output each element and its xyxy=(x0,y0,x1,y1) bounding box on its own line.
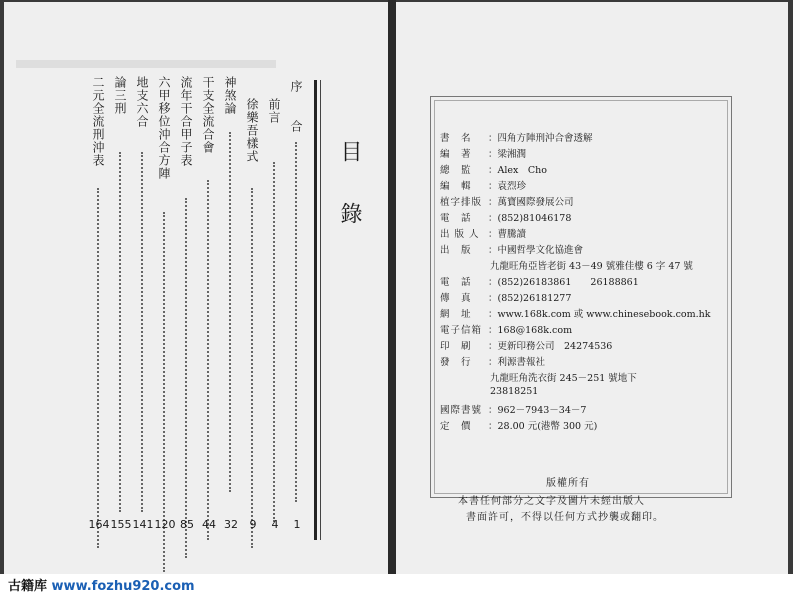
copyright-row: 出 版 人 ：曹騰讀 xyxy=(440,229,527,240)
toc-page-number: 44 xyxy=(202,518,216,531)
leader-dots xyxy=(251,188,253,548)
toc-page-number: 4 xyxy=(271,518,279,531)
copyright-row: 植字排版 ：萬寶國際發展公司 xyxy=(440,197,574,208)
copyright-row: 國際書號 ：962－7943－34－7 xyxy=(440,405,587,416)
toc-entry: 合 xyxy=(289,120,303,133)
watermark-site: 古籍库 xyxy=(8,579,48,594)
toc-page-number: 1 xyxy=(293,518,301,531)
toc-entry[interactable]: 論三刑 xyxy=(113,76,127,115)
leader-dots xyxy=(229,132,231,492)
leader-dots xyxy=(119,152,121,512)
copyright-row: 發 行 ：利源書報社 xyxy=(440,357,546,368)
book-gutter xyxy=(388,0,396,599)
copyright-row: 定 價 ：28.00 元(港幣 300 元) xyxy=(440,421,598,432)
rights-notice: 本書任何部分之文字及圖片未經出版人 xyxy=(458,496,645,507)
toc-entry[interactable]: 徐樂吾樣式 xyxy=(245,98,259,163)
copyright-row: 傳 真 ：(852)26181277 xyxy=(440,293,572,304)
toc-entry: 序 xyxy=(289,80,303,93)
toc-page-number: 141 xyxy=(132,518,154,531)
copyright-row: 印 刷 ：更新印務公司 24274536 xyxy=(440,341,613,352)
watermark-url[interactable]: www.fozhu920.com xyxy=(51,579,195,594)
copyright-page xyxy=(396,2,788,574)
toc-title: 目錄 xyxy=(337,140,362,264)
copyright-row: 總 監 ：Alex Cho xyxy=(440,165,547,176)
leader-dots xyxy=(97,188,99,548)
copyright-row: 電子信箱 ：168@168k.com xyxy=(440,325,573,336)
copyright-row-cont: 九龍旺角洗衣街 245－251 號地下 xyxy=(490,373,637,384)
toc-entry[interactable]: 二元全流刑沖表 xyxy=(91,76,105,167)
leader-dots xyxy=(141,152,143,512)
toc-entry[interactable]: 六甲移位沖合方陣 xyxy=(157,76,171,180)
leader-dots xyxy=(273,162,275,522)
watermark-bar xyxy=(0,574,793,599)
toc-page xyxy=(4,2,388,574)
copyright-row-cont: 23818251 xyxy=(490,386,539,397)
copyright-row: 電 話 ：(852)26183861 26188861 xyxy=(440,277,639,288)
copyright-row: 書 名 ：四角方陣刑沖合會透解 xyxy=(440,133,593,144)
rights-notice: 書面許可，不得以任何方式抄襲或翻印。 xyxy=(466,512,664,523)
toc-rule xyxy=(320,80,321,540)
copyright-row: 出 版 ：中國哲學文化協進會 xyxy=(440,245,584,256)
toc-entry[interactable]: 流年干合甲子表 xyxy=(179,76,193,167)
toc-page-number: 85 xyxy=(180,518,194,531)
rights-title: 版權所有 xyxy=(546,478,590,489)
toc-rule xyxy=(314,80,317,540)
copyright-row: 編 著 ：梁湘潤 xyxy=(440,149,527,160)
toc-page-number: 120 xyxy=(154,518,176,531)
leader-dots xyxy=(207,180,209,540)
leader-dots xyxy=(295,142,297,502)
toc-entry[interactable]: 地支六合 xyxy=(135,76,149,128)
copyright-row: 電 話 ：(852)81046178 xyxy=(440,213,572,224)
toc-page-number: 32 xyxy=(224,518,238,531)
leader-dots xyxy=(185,198,187,558)
toc-page-number: 164 xyxy=(88,518,110,531)
copyright-row: 網 址 ：www.168k.com 或 www.chinesebook.com.hk xyxy=(440,309,711,320)
toc-entry[interactable]: 前言 xyxy=(267,98,281,124)
toc-entry[interactable]: 神煞論 xyxy=(223,76,237,115)
toc-page-number: 9 xyxy=(249,518,257,531)
bleed-through-bar xyxy=(16,60,276,68)
toc-entry[interactable]: 干支全流合會 xyxy=(201,76,215,154)
copyright-row: 編 輯 ：袁烈珍 xyxy=(440,181,527,192)
copyright-row-cont: 九龍旺角亞皆老街 43－49 號雅佳樓 6 字 47 號 xyxy=(490,261,693,272)
toc-page-number: 155 xyxy=(110,518,132,531)
